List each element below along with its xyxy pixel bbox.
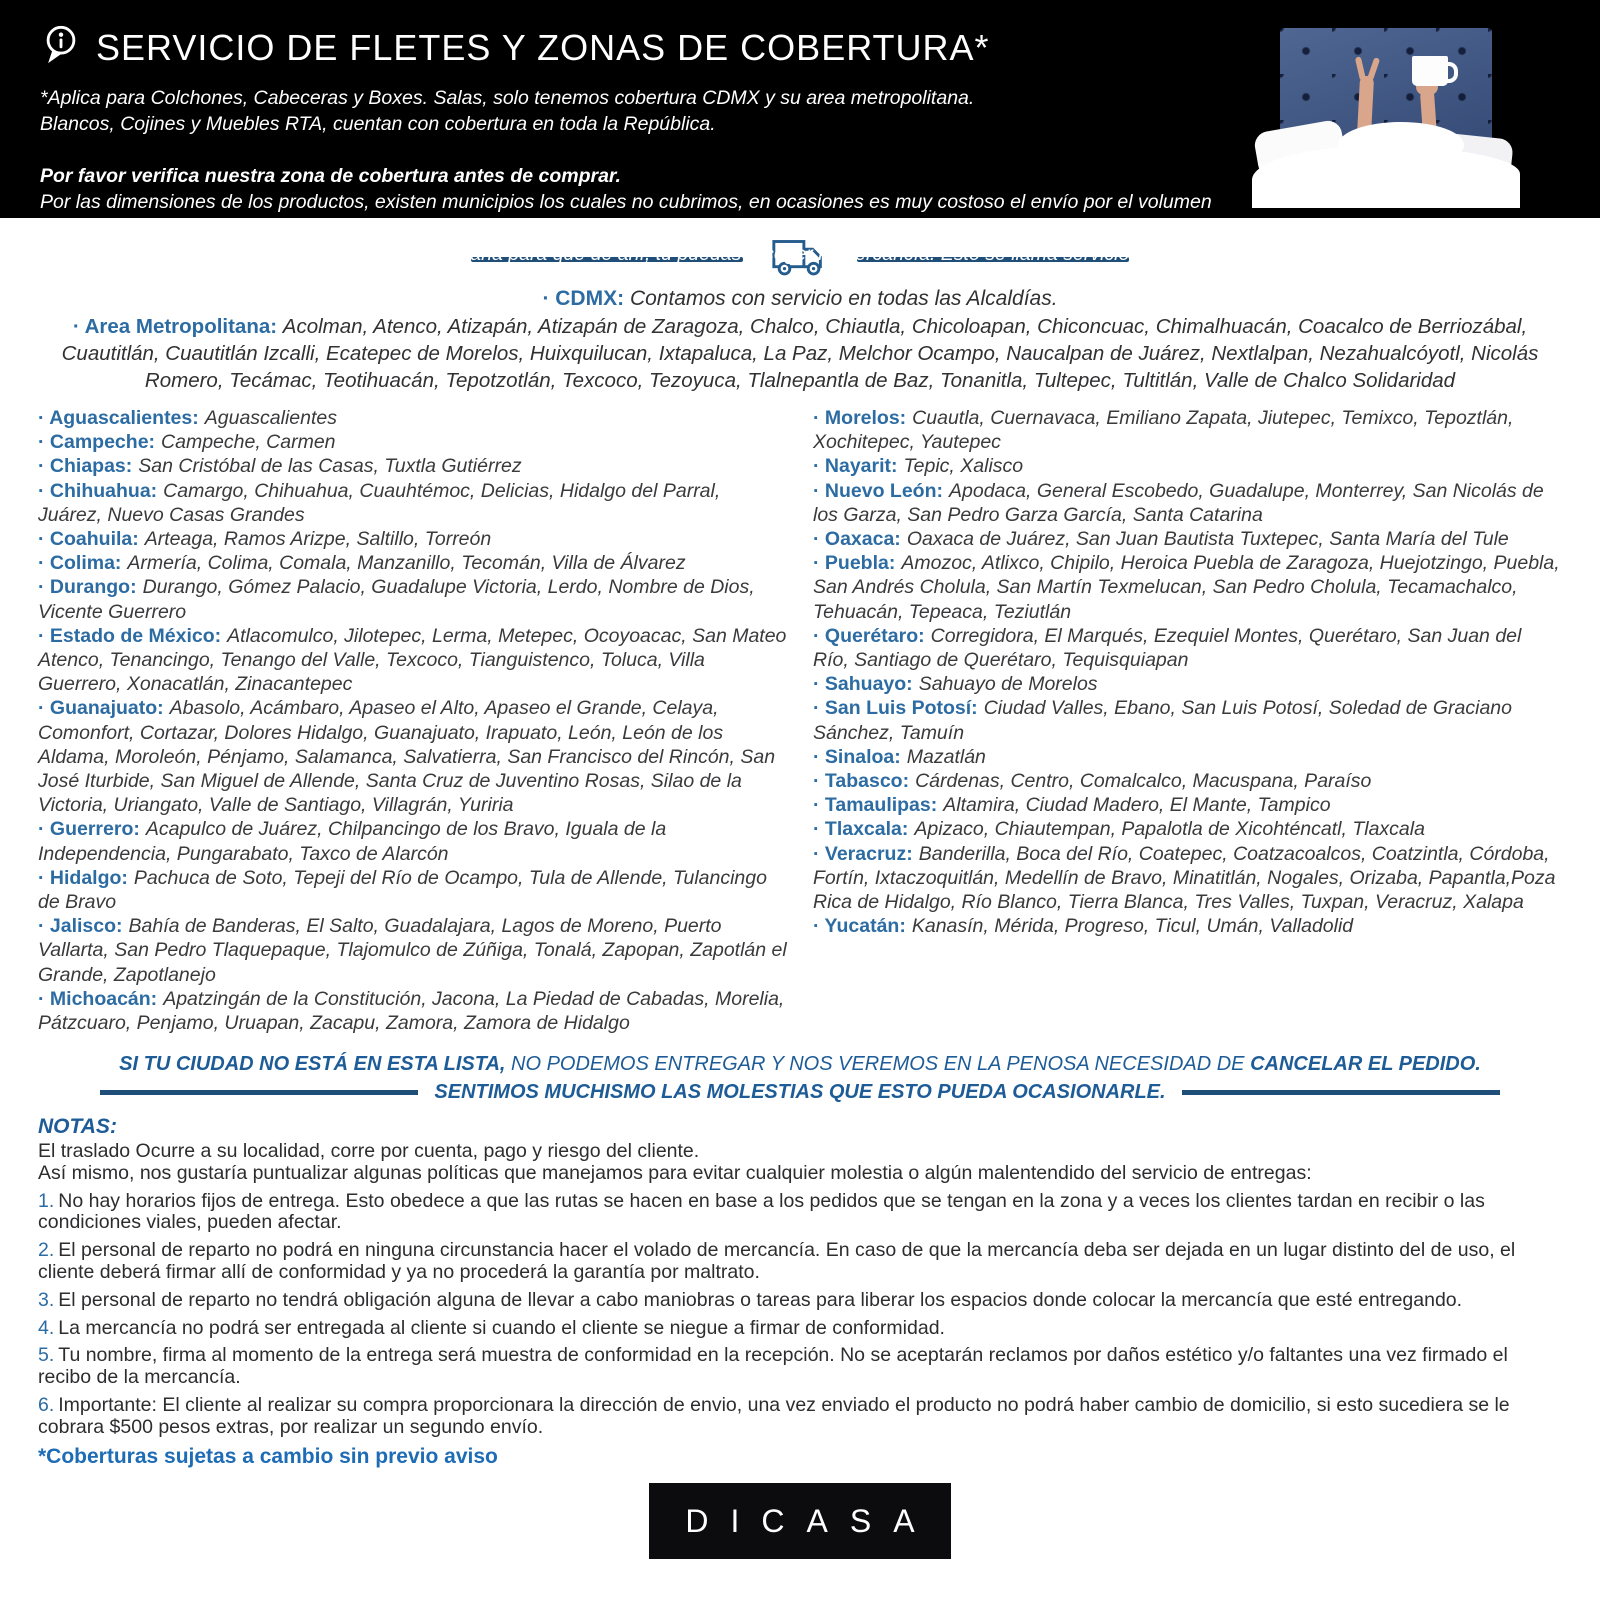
states-coverage-list xyxy=(0,406,1600,1035)
state-cities: San Cristóbal de las Casas, Tuxtla Gutiérrez xyxy=(138,455,522,478)
state-cities: Durango, Gómez Palacio, Guadalupe Victoria, Lerdo, Nombre de Dios, Vicente Guerrero xyxy=(38,576,755,623)
state-entry xyxy=(38,406,787,430)
state-entry xyxy=(38,575,787,623)
state-cities: Pachuca de Soto, Tepeji del Río de Ocampo, Tula de Allende, Tulancingo de Bravo xyxy=(38,866,767,914)
state-name: · Nayarit: xyxy=(813,455,898,478)
notes-section xyxy=(0,1116,1600,1467)
state-entry xyxy=(813,793,1562,817)
note-item xyxy=(38,1290,1562,1312)
state-name: · Michoacán: xyxy=(38,987,158,1010)
warning-line1-bold1: SI TU CIUDAD NO ESTÁ EN ESTA LISTA, xyxy=(119,1053,506,1076)
state-cities: Cárdenas, Centro, Comalcalco, Macuspana, Paraíso xyxy=(915,770,1372,793)
state-name: · Colima: xyxy=(38,552,122,575)
cdmx-label: · CDMX: xyxy=(542,287,625,310)
state-name: · Nuevo León: xyxy=(813,479,943,502)
state-name: · San Luis Potosí: xyxy=(813,697,978,720)
state-cities: Kanasín, Mérida, Progreso, Ticul, Umán, Valladolid xyxy=(911,915,1354,938)
state-name: · Coahuila: xyxy=(38,528,139,551)
warning-line1-bold2: CANCELAR EL PEDIDO. xyxy=(1250,1053,1481,1076)
note-number: 6. xyxy=(38,1394,55,1417)
coffee-mug-graphic xyxy=(1412,56,1448,86)
state-cities: Corregidora, El Marqués, Ezequiel Montes, Querétaro, San Juan del Río, Santiago de Querétaro, Tequisquiapan xyxy=(813,624,1522,672)
state-name: · Chihuahua: xyxy=(38,479,158,502)
state-entry xyxy=(813,406,1562,454)
warning-line1 xyxy=(0,1053,1600,1076)
note-text: El personal de reparto no tendrá obligación alguna de llevar a cabo maniobras o tareas para liberar los espacios donde colocar la mercancía que esté entregando. xyxy=(58,1288,1463,1311)
state-entry xyxy=(813,696,1562,744)
state-name: · Tamaulipas: xyxy=(813,794,938,817)
state-cities: Campeche, Carmen xyxy=(161,431,336,454)
state-cities: Altamira, Ciudad Madero, El Mante, Tampico xyxy=(943,794,1331,817)
state-name: · Tlaxcala: xyxy=(813,818,909,841)
state-name: · Guanajuato: xyxy=(38,697,164,720)
note-number: 2. xyxy=(38,1239,55,1262)
state-name: · Guerrero: xyxy=(38,818,140,841)
notes-list xyxy=(38,1191,1562,1439)
state-cities: Aguascalientes xyxy=(204,407,338,429)
notes-heading: NOTAS: xyxy=(38,1115,117,1139)
state-entry xyxy=(38,696,787,817)
state-cities: Mazatlán xyxy=(906,745,986,768)
state-entry xyxy=(38,987,787,1035)
note-text: Importante: El cliente al realizar su compra proporcionara la dirección de envio, una vez enviado el producto no podrá haber cambio de domicilio, si esto sucediera se le cobrara $500 pesos extras, por realizar un segundo envío. xyxy=(38,1394,1510,1438)
state-cities: Tepic, Xalisco xyxy=(903,455,1024,478)
state-cities: Camargo, Chihuahua, Cuauhtémoc, Delicias, Hidalgo del Parral, Juárez, Nuevo Casas Grandes xyxy=(38,479,721,526)
state-cities: Amozoc, Atlixco, Chipilo, Heroica Puebla de Zaragoza, Huejotzingo, Puebla, San Andrés Cholula, San Martín Texmelucan, San Pedro Cholula, Tecamachalco, Tehuacán, Tepeaca, Teziutlán xyxy=(813,552,1560,623)
state-cities: Bahía de Banderas, El Salto, Guadalajara, Lagos de Moreno, Puerto Vallarta, San Pedro Tlaquepaque, Tlajomulco de Zúñiga, Tonalá, Zapopan, Zapotlán el Grande, Zapotlanejo xyxy=(38,915,787,986)
state-cities: Cuautla, Cuernavaca, Emiliano Zapata, Jiutepec, Temixco, Tepoztlán, Xochitepec, Yautepec xyxy=(813,407,1514,454)
note-text: No hay horarios fijos de entrega. Esto obedece a que las rutas se hacen en base a los pedidos que se tengan en la zona y a veces los clientes tardan en recibir o las condiciones viales, pueden afectar. xyxy=(38,1189,1485,1234)
state-name: · Durango: xyxy=(38,576,137,599)
dicasa-logo: DICASA xyxy=(649,1483,951,1559)
state-name: · Aguascalientes: xyxy=(38,407,199,429)
note-text: El personal de reparto no podrá en ninguna circunstancia hacer el volado de mercancía. En caso de que la mercancía deba ser dejada en un lugar distinto del de uso, el cliente deberá firmar allí de conformidad y ya no procederá la garantía por maltrato. xyxy=(38,1239,1516,1284)
note-number: 4. xyxy=(38,1316,55,1339)
cancellation-warning xyxy=(0,1053,1600,1104)
header-subtitle-line1: *Aplica para Colchones, Cabeceras y Boxes. Salas, solo tenemos cobertura CDMX y su area metropolitana. xyxy=(40,87,975,109)
header-banner xyxy=(0,0,1600,265)
state-entry xyxy=(38,624,787,697)
state-name: · Sinaloa: xyxy=(813,745,901,768)
state-entry xyxy=(38,430,787,454)
metro-coverage-paragraph xyxy=(30,313,1570,394)
note-item xyxy=(38,1345,1562,1389)
warning-line2-row xyxy=(0,1081,1600,1104)
duvet-graphic xyxy=(1252,146,1520,208)
state-entry xyxy=(813,672,1562,696)
states-column-left xyxy=(38,406,787,1035)
state-name: · Puebla: xyxy=(813,552,896,575)
state-entry xyxy=(813,769,1562,793)
info-pin-icon xyxy=(40,22,82,73)
cdmx-coverage-line xyxy=(0,287,1600,311)
state-cities: Arteaga, Ramos Arizpe, Saltillo, Torreón xyxy=(144,528,492,551)
state-cities: Banderilla, Boca del Río, Coatepec, Coatzacoalcos, Coatzintla, Córdoba, Fortín, Ixtaczoquitlán, Medellín de Bravo, Minatitlán, Nogales, Orizaba, Papantla,Poza Rica de Hidalgo, Río Blanco, Tierra Blanca, Tres Valles, Tuxpan, Veracruz, Xalapa xyxy=(813,842,1556,914)
state-entry xyxy=(38,479,787,527)
note-item xyxy=(38,1191,1562,1235)
state-name: · Hidalgo: xyxy=(38,866,128,889)
state-entry xyxy=(38,551,787,575)
footer-logo-area xyxy=(0,1483,1600,1559)
warning-line-right xyxy=(1182,1090,1500,1095)
header-note-bold: Por favor verifica nuestra zona de cobertura antes de comprar. xyxy=(40,165,621,187)
coverage-disclaimer: *Coberturas sujetas a cambio sin previo aviso xyxy=(38,1444,498,1468)
state-entry xyxy=(813,914,1562,938)
state-entry xyxy=(813,454,1562,478)
note-item xyxy=(38,1395,1562,1439)
metro-text: Acolman, Atenco, Atizapán, Atizapán de Zaragoza, Chalco, Chiautla, Chicoloapan, Chiconcuac, Chimalhuacán, Coacalco de Berriozábal, Cuautitlán, Cuautitlán Izcalli, Ecatepec de Morelos, Huixquilucan, Ixtapaluca, La Paz, Melchor Ocampo, Naucalpan de Juárez, Nextlalpan, Nezahualcóyotl, Nicolás Romero, Tecámac, Teotihuacán, Tepotzotlán, Texcoco, Tezoyuca, Tlalnepantla de Baz, Tonanitla, Tultepec, Tultitlán, Valle de Chalco Solidaridad xyxy=(61,315,1539,392)
state-cities: Acapulco de Juárez, Chilpancingo de los Bravo, Iguala de la Independencia, Pungarabato, Taxco de Alarcón xyxy=(38,818,667,865)
state-entry xyxy=(813,842,1562,915)
state-cities: Apizaco, Chiautempan, Papalotla de Xicohténcatl, Tlaxcala xyxy=(914,818,1425,841)
state-entry xyxy=(813,817,1562,841)
note-number: 5. xyxy=(38,1344,55,1367)
header-subtitle-line2: Blancos, Cojines y Muebles RTA, cuentan con cobertura en toda la República. xyxy=(40,113,716,135)
state-name: · Oaxaca: xyxy=(813,528,901,551)
header-note-body: Por las dimensiones de los productos, existen municipios los cuales no cubrimos, en ocasiones es muy costoso el envío por el volumen y no tenemos cobertura a todos los destinos de México. Estamos trabajando para tener mayor cobertura. Si tu domicilio no se encuentra en la lista, lo podemos llevar a la ciudad más cercana para que de ahí, tú puedas recoger la mercancía. Esto se llama servicio Ocurre. xyxy=(40,191,1220,265)
state-entry xyxy=(38,527,787,551)
state-entry xyxy=(813,527,1562,551)
note-number: 3. xyxy=(38,1288,55,1311)
state-name: · Tabasco: xyxy=(813,770,910,793)
note-item xyxy=(38,1240,1562,1284)
bed-headboard-photo xyxy=(1252,10,1520,208)
state-name: · Estado de México: xyxy=(38,624,222,647)
state-cities: Oaxaca de Juárez, San Juan Bautista Tuxtepec, Santa María del Tule xyxy=(906,528,1509,551)
state-entry xyxy=(38,866,787,914)
state-name: · Veracruz: xyxy=(813,842,913,865)
state-cities: Sahuayo de Morelos xyxy=(918,673,1098,696)
state-cities: Apodaca, General Escobedo, Guadalupe, Monterrey, San Nicolás de los Garza, San Pedro Garza García, Santa Catarina xyxy=(813,479,1544,526)
warning-line1-regular: NO PODEMOS ENTREGAR Y NOS VEREMOS EN LA PENOSA NECESIDAD DE xyxy=(505,1053,1251,1076)
note-number: 1. xyxy=(38,1189,55,1212)
warning-line2: SENTIMOS MUCHISMO LAS MOLESTIAS QUE ESTO PUEDA OCASIONARLE. xyxy=(434,1081,1166,1104)
state-cities: Apatzingán de la Constitución, Jacona, La Piedad de Cabadas, Morelia, Pátzcuaro, Penjamo, Uruapan, Zacapu, Zamora, Zamora de Hidalgo xyxy=(38,987,785,1035)
state-entry xyxy=(38,454,787,478)
warning-line-left xyxy=(100,1090,418,1095)
state-cities: Atlacomulco, Jilotepec, Lerma, Metepec, Ocoyoacac, San Mateo Atenco, Tenancingo, Tenango del Valle, Texcoco, Tianguistenco, Toluca, Villa Guerrero, Xonacatlán, Zinacantepec xyxy=(38,624,787,696)
state-name: · Yucatán: xyxy=(813,915,906,938)
notes-intro-line2: Así mismo, nos gustaría puntualizar algunas políticas que manejamos para evitar cualquier molestia o algún malentendido del servicio de entregas: xyxy=(38,1161,1312,1184)
note-text: La mercancía no podrá ser entregada al cliente si cuando el cliente se niegue a firmar de conformidad. xyxy=(58,1316,945,1339)
page-title: SERVICIO DE FLETES Y ZONAS DE COBERTURA* xyxy=(96,26,990,68)
state-entry xyxy=(813,551,1562,624)
state-entry xyxy=(813,745,1562,769)
state-name: · Querétaro: xyxy=(813,624,925,647)
notes-intro-line1: El traslado Ocurre a su localidad, corre por cuenta, pago y riesgo del cliente. xyxy=(38,1140,700,1163)
states-column-right xyxy=(813,406,1562,1035)
state-cities: Abasolo, Acámbaro, Apaseo el Alto, Apaseo el Grande, Celaya, Comonfort, Cortazar, Dolores Hidalgo, Guanajuato, Irapuato, León, León de los Aldama, Moroleón, Pénjamo, Salamanca, Salvatierra, San Francisco del Rincón, San José Iturbide, San Miguel de Allende, Santa Cruz de Juventino Rosas, Silao de la Victoria, Uriangato, Valle de Santiago, Villagrán, Yuriria xyxy=(38,697,776,817)
note-text: Tu nombre, firma al momento de la entrega será muestra de conformidad en la recepción. No se aceptarán reclamos por daños estético y/o faltantes una vez firmado el recibo de la mercancía. xyxy=(38,1344,1508,1389)
state-name: · Sahuayo: xyxy=(813,673,913,696)
state-entry xyxy=(38,817,787,865)
state-name: · Chiapas: xyxy=(38,455,133,478)
state-cities: Ciudad Valles, Ebano, San Luis Potosí, Soledad de Graciano Sánchez, Tamuín xyxy=(813,697,1512,744)
state-name: · Morelos: xyxy=(813,407,907,429)
cdmx-text: Contamos con servicio en todas las Alcaldías. xyxy=(629,287,1058,310)
state-cities: Armería, Colima, Comala, Manzanillo, Tecomán, Villa de Álvarez xyxy=(127,552,686,575)
state-name: · Jalisco: xyxy=(38,915,123,938)
note-item xyxy=(38,1318,1562,1340)
metro-label: · Area Metropolitana: xyxy=(72,315,278,338)
state-entry xyxy=(813,479,1562,527)
state-name: · Campeche: xyxy=(38,431,156,454)
state-entry xyxy=(813,624,1562,672)
state-entry xyxy=(38,914,787,987)
